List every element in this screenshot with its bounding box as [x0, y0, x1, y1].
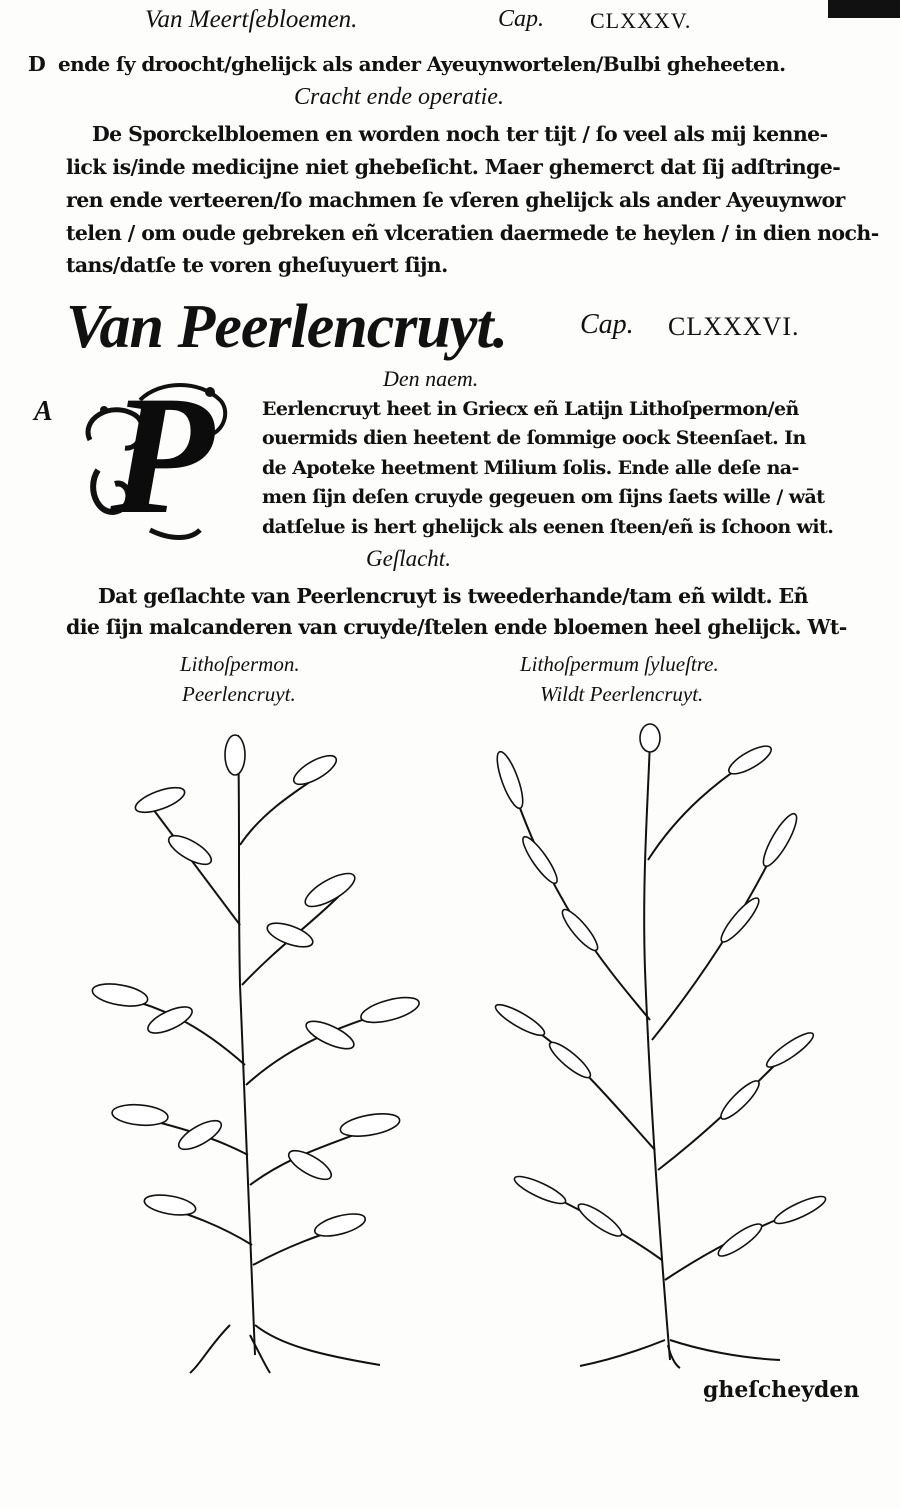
section-heading-operation: Cracht ende operatie.: [294, 84, 504, 110]
name-line: ouermids dien heetent de ſommige oock Steenſaet. In: [262, 427, 806, 449]
chapter-title: Van Peerlencruyt.: [66, 293, 508, 361]
prev-line-initial: D: [28, 52, 46, 76]
catchword: gheſcheyden: [703, 1377, 860, 1403]
name-line: datſelue is hert ghelijck als eenen ſteen/eñ is ſchoon wit.: [262, 516, 834, 538]
initial-letter: P: [110, 361, 214, 549]
decorated-initial: [80, 361, 255, 550]
running-head-title: Van Meertſebloemen.: [145, 6, 358, 33]
kind-line: Dat geſlachte van Peerlencruyt is tweederhande/tam eñ wildt. Eñ: [98, 584, 808, 608]
kind-line: die ſijn malcanderen van cruyde/ſtelen ende bloemen heel ghelijck. Wt-: [66, 615, 847, 639]
prev-line-1: ende ſy droocht/ghelijck als ander Ayeuynwortelen/Bulbi gheheeten.: [58, 52, 786, 76]
paragraph-line: lick is/inde medicijne niet ghebeſicht. Maer ghemerct dat ſij adſtringe-: [66, 155, 841, 179]
section-heading-name: Den naem.: [383, 366, 479, 391]
chapter-cap-label: Cap.: [580, 309, 634, 340]
paragraph-line: telen / om oude gebreken eñ vlceratien daermede te heylen / in dien noch-: [66, 221, 879, 245]
name-line: Eerlencruyt heet in Griecx eñ Latijn Lithoſpermon/eñ: [262, 398, 799, 420]
right-figure-dutch-caption: Wildt Peerlencruyt.: [540, 682, 704, 706]
left-figure-dutch-caption: Peerlencruyt.: [182, 682, 296, 706]
running-head-chapter-number: CLXXXV.: [590, 8, 692, 33]
margin-letter: A: [34, 396, 53, 427]
name-line: de Apoteke heetment Milium ſolis. Ende alle deſe na-: [262, 457, 799, 479]
running-head: [0, 6, 900, 38]
right-figure-latin-caption: Lithoſpermum ſylueſtre.: [520, 652, 719, 676]
paragraph-line: tans/datſe te voren gheſuyuert ſijn.: [66, 253, 448, 277]
running-head-cap: Cap.: [498, 6, 545, 32]
name-line: men ſijn deſen cruyde gegeuen om ſijns ſaets wille / wāt: [262, 486, 825, 508]
paragraph-line: De Sporckelbloemen en worden noch ter tijt / ſo veel als mij kenne-: [92, 122, 828, 146]
paragraph-line: ren ende verteeren/ſo machmen ſe vſeren ghelijck als ander Ayeuynwor: [66, 188, 845, 212]
left-figure-latin-caption: Lithoſpermon.: [180, 652, 300, 676]
woodcut-peerlencruyt-icon: [90, 725, 450, 1375]
section-heading-kind: Geſlacht.: [366, 546, 451, 571]
chapter-number: CLXXXVI.: [668, 312, 800, 341]
woodcut-wildt-peerlencruyt-icon: [480, 720, 830, 1370]
